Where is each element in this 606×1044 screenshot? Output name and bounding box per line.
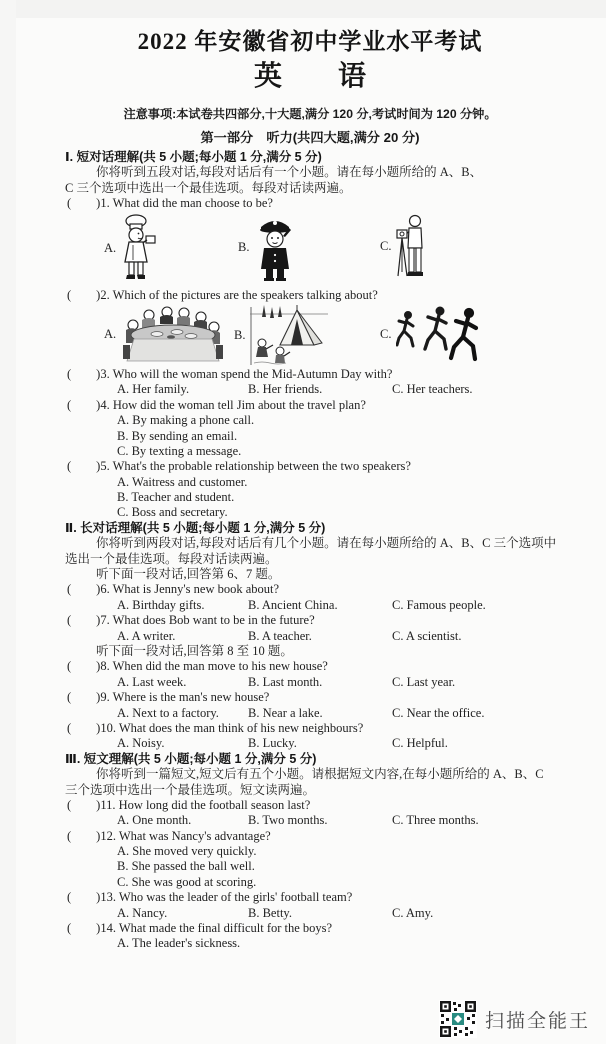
camscanner-watermark: [439, 1000, 590, 1038]
camping-illustration: [250, 305, 328, 367]
section3-intro-line2: 三个选项中选出一个最佳选项。短文读两遍。: [65, 782, 316, 797]
option-a-label: A.: [104, 241, 117, 256]
part1-heading: 第一部分 听力(共四大题,满分 20 分): [200, 130, 420, 145]
option-a: A. Noisy.: [117, 736, 165, 751]
question-5: ( )5. What's the probable relationship between the two speakers?: [67, 459, 411, 474]
question-2: ( )2. Which of the pictures are the speakers talking about?: [67, 287, 378, 302]
question-5-option-a: A. Waitress and customer.: [117, 474, 248, 489]
option-c: C. A scientist.: [392, 628, 462, 643]
option-c: C. Last year.: [392, 674, 456, 689]
question-10: ( )10. What does the man think of his new neighbours?: [67, 720, 364, 735]
question-4-option-a: A. By making a phone call.: [117, 413, 255, 428]
question-13-options: [62, 906, 558, 921]
question-3: ( )3. Who will the woman spend the Mid-Autumn Day with?: [67, 366, 393, 381]
question-2-option-a: [104, 305, 225, 365]
question-8-options: [62, 675, 558, 690]
question-6: ( )6. What is Jenny's new book about?: [67, 582, 280, 597]
question-14: ( )14. What made the final difficult for the boys?: [67, 921, 333, 936]
question-12: ( )12. What was Nancy's advantage?: [67, 828, 271, 843]
option-c: C. Three months.: [392, 813, 479, 828]
option-b: B. Lucky.: [248, 736, 297, 751]
question-7-options: [62, 629, 558, 644]
option-b: B. Two months.: [248, 813, 328, 828]
section1-intro-line1: 你将听到五段对话,每段对话后有一个小题。请在每小题所给的 A、B、: [96, 165, 483, 180]
question-6-options: [62, 598, 558, 613]
section2-intro-line2: 选出一个最佳选项。每段对话读两遍。: [65, 551, 278, 566]
question-1-option-c: [380, 214, 428, 280]
question-14-option-a: A. The leader's sickness.: [117, 936, 241, 951]
question-11-options: [62, 813, 558, 828]
option-a: A. A writer.: [117, 628, 176, 643]
question-9-options: [62, 706, 558, 721]
family-dinner-illustration: [121, 305, 225, 365]
question-4-option-b: B. By sending an email.: [117, 428, 238, 443]
running-illustration: [396, 305, 482, 365]
option-a-label: A.: [104, 327, 117, 342]
option-b: B. Her friends.: [248, 382, 323, 397]
option-b: B. Last month.: [248, 674, 323, 689]
option-a: A. Her family.: [117, 382, 190, 397]
question-2-option-c: [380, 305, 482, 365]
question-13: ( )13. Who was the leader of the girls' football team?: [67, 890, 353, 905]
option-b: B. Ancient China.: [248, 597, 338, 612]
question-2-option-b: [234, 305, 328, 367]
chef-illustration: [121, 214, 159, 284]
option-a: A. Last week.: [117, 674, 187, 689]
question-8: ( )8. When did the man move to his new house?: [67, 659, 328, 674]
option-a: A. Birthday gifts.: [117, 597, 205, 612]
option-c: C. Famous people.: [392, 597, 486, 612]
question-9: ( )9. Where is the man's new house?: [67, 690, 270, 705]
option-c: C. Her teachers.: [392, 382, 473, 397]
option-c-label: C.: [380, 239, 392, 254]
exam-subject: 英 语: [253, 61, 366, 92]
section2-heading: Ⅱ. 长对话理解(共 5 小题;每小题 1 分,满分 5 分): [65, 520, 326, 535]
question-1-option-a: [104, 214, 159, 284]
section1-intro-line2: C 三个选项中选出一个最佳选项。每段对话读两遍。: [65, 180, 352, 195]
question-12-option-a: A. She moved very quickly.: [117, 844, 257, 859]
question-12-option-c: C. She was good at scoring.: [117, 874, 257, 889]
option-b: B. Near a lake.: [248, 705, 323, 720]
section3-heading: Ⅲ. 短文理解(共 5 小题;每小题 1 分,满分 5 分): [65, 751, 317, 766]
question-7: ( )7. What does Bob want to be in the future?: [67, 613, 315, 628]
dialog2-note: 听下面一段对话,回答第 8 至 10 题。: [96, 643, 293, 658]
option-a: A. Nancy.: [117, 905, 168, 920]
option-c-label: C.: [380, 327, 392, 342]
section1-heading: Ⅰ. 短对话理解(共 5 小题;每小题 1 分,满分 5 分): [65, 150, 322, 164]
option-c: C. Helpful.: [392, 736, 448, 751]
option-a: A. One month.: [117, 813, 192, 828]
section3-intro-line1: 你将听到一篇短文,短文后有五个小题。请根据短文内容,在每小题所给的 A、B、C: [96, 767, 544, 782]
option-b: B. Betty.: [248, 905, 292, 920]
question-5-option-b: B. Teacher and student.: [117, 490, 235, 505]
dialog1-note: 听下面一段对话,回答第 6、7 题。: [96, 567, 281, 582]
option-b-label: B.: [238, 240, 250, 255]
question-10-options: [62, 736, 558, 751]
question-3-options: [62, 382, 558, 397]
option-b-label: B.: [234, 328, 246, 343]
question-12-option-b: B. She passed the ball well.: [117, 859, 255, 874]
option-a: A. Next to a factory.: [117, 705, 219, 720]
police-officer-illustration: [254, 214, 296, 282]
question-1-option-b: [238, 214, 296, 282]
question-1-images: [62, 212, 558, 288]
question-11: ( )11. How long did the football season last?: [67, 797, 311, 812]
qr-code-icon: [439, 1000, 477, 1038]
camscanner-label: 扫描全能王: [484, 1010, 590, 1032]
exam-notice: 注意事项:本试卷共四部分,十大题,满分 120 分,考试时间为 120 分钟。: [123, 107, 497, 121]
question-2-images: [62, 303, 558, 367]
section2-intro-line1: 你将听到两段对话,每段对话后有几个小题。请在每小题所给的 A、B、C 三个选项中: [96, 536, 557, 551]
question-5-option-c: C. Boss and secretary.: [117, 505, 228, 520]
question-1: ( )1. What did the man choose to be?: [67, 196, 273, 211]
question-4-option-c: C. By texting a message.: [117, 443, 242, 458]
exam-title: 2022 年安徽省初中学业水平考试: [137, 29, 483, 54]
option-b: B. A teacher.: [248, 628, 312, 643]
question-4: ( )4. How did the woman tell Jim about the travel plan?: [67, 397, 366, 412]
option-c: C. Amy.: [392, 905, 434, 920]
photographer-illustration: [396, 214, 428, 280]
option-c: C. Near the office.: [392, 705, 485, 720]
